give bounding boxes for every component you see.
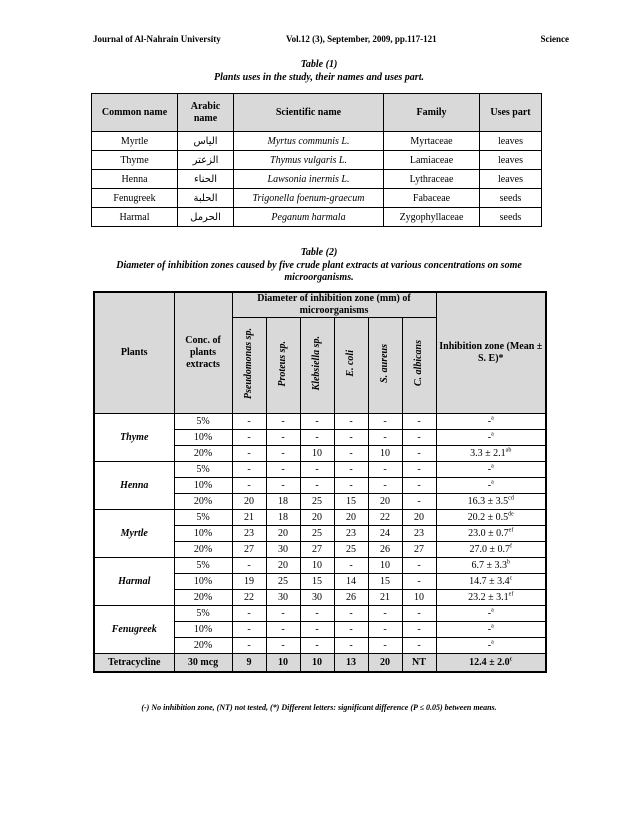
- zone-value: 30: [266, 542, 300, 558]
- zone-value: -: [402, 606, 436, 622]
- significance-letter: de: [508, 511, 514, 518]
- zone-value: -: [300, 622, 334, 638]
- zone-value: -: [232, 446, 266, 462]
- table1-cell-common: Thyme: [92, 151, 178, 170]
- zone-value: 26: [368, 542, 402, 558]
- conc-cell: 5%: [174, 462, 232, 478]
- table1-cell-scientific: Thymus vulgaris L.: [234, 151, 384, 170]
- plant-name: Myrtle: [94, 510, 174, 558]
- mean-cell: [436, 430, 546, 446]
- zone-value: 30: [266, 590, 300, 606]
- conc-cell: 10%: [174, 526, 232, 542]
- mean-cell: [436, 574, 546, 590]
- table2-caption: Diameter of inhibition zones caused by five crude plant extracts at various concentrations on some microorganisms.: [116, 260, 522, 283]
- table1-cell-arabic: الحناء: [178, 170, 234, 189]
- zone-value: 25: [300, 494, 334, 510]
- zone-value: -: [334, 414, 368, 430]
- zone-value: -: [232, 606, 266, 622]
- conc-cell: 20%: [174, 590, 232, 606]
- significance-letter: a: [491, 479, 494, 486]
- mean-cell: [436, 606, 546, 622]
- table2-label: Table (2): [300, 247, 338, 258]
- running-header: [93, 34, 569, 48]
- zone-value: -: [334, 606, 368, 622]
- zone-value: 25: [334, 542, 368, 558]
- zone-value: -: [300, 606, 334, 622]
- zone-value: 24: [368, 526, 402, 542]
- table1-header-common: Common name: [92, 94, 178, 132]
- zone-value: 10: [402, 590, 436, 606]
- zone-value: 30: [300, 590, 334, 606]
- table1-cell-scientific: Trigonella foenum-graecum: [234, 189, 384, 208]
- table1-cell-arabic: الحرمل: [178, 208, 234, 227]
- volume-info: Vol.12 (3), September, 2009, pp.117-121: [286, 34, 437, 44]
- zone-value: -: [300, 638, 334, 654]
- zone-value: 23: [334, 526, 368, 542]
- control-conc: 30 mcg: [174, 654, 232, 673]
- zone-value: -: [266, 638, 300, 654]
- table1-cell-arabic: الزعتر: [178, 151, 234, 170]
- significance-letter: ab: [505, 447, 512, 454]
- zone-value: -: [334, 622, 368, 638]
- mean-value: 23.2 ± 3.1: [468, 591, 509, 603]
- zone-value: 22: [368, 510, 402, 526]
- zone-value: 20: [266, 558, 300, 574]
- mean-value: 20.2 ± 0.5: [467, 511, 509, 523]
- mean-cell: [436, 638, 546, 654]
- table1-cell-common: Myrtle: [92, 132, 178, 151]
- organism-header: [232, 318, 266, 414]
- organism-header: [266, 318, 300, 414]
- zone-value: 20: [368, 494, 402, 510]
- conc-cell: 20%: [174, 446, 232, 462]
- table-row: [92, 151, 542, 170]
- mean-cell: [436, 542, 546, 558]
- table1-header-part: Uses part: [480, 94, 542, 132]
- mean-cell: [436, 510, 546, 526]
- table1-header-arabic: Arabic name: [178, 94, 234, 132]
- zone-value: 21: [368, 590, 402, 606]
- mean-cell: [436, 478, 546, 494]
- significance-letter: a: [491, 623, 494, 630]
- zone-value: -: [232, 638, 266, 654]
- significance-letter: ef: [508, 527, 514, 534]
- zone-value: -: [232, 462, 266, 478]
- mean-value: 3.3 ± 2.1: [470, 447, 506, 459]
- zone-value: -: [402, 574, 436, 590]
- organism-pseudomonas: Pseudomonas sp.: [243, 327, 254, 400]
- zone-value: 15: [334, 494, 368, 510]
- table1-cell-scientific: Myrtus communis L.: [234, 132, 384, 151]
- table-row: [92, 189, 542, 208]
- conc-cell: 5%: [174, 510, 232, 526]
- table1-cell-scientific: Peganum harmala: [234, 208, 384, 227]
- conc-cell: 5%: [174, 558, 232, 574]
- mean-cell: [436, 494, 546, 510]
- conc-cell: 20%: [174, 494, 232, 510]
- zone-value: -: [266, 606, 300, 622]
- significance-letter: ef: [508, 591, 514, 598]
- zone-value: 27: [402, 542, 436, 558]
- zone-value: 15: [300, 574, 334, 590]
- organism-proteus: Proteus sp.: [277, 340, 288, 387]
- zone-value: -: [334, 446, 368, 462]
- mean-cell: [436, 590, 546, 606]
- table-row: [94, 414, 546, 430]
- table1-cell-part: seeds: [480, 208, 542, 227]
- mean-value: -: [487, 607, 492, 619]
- zone-value: 20: [368, 654, 402, 673]
- zone-value: -: [368, 606, 402, 622]
- zone-value: 25: [300, 526, 334, 542]
- significance-letter: f: [510, 543, 513, 550]
- significance-letter: a: [491, 607, 494, 614]
- zone-value: -: [402, 622, 436, 638]
- table1-cell-part: leaves: [480, 132, 542, 151]
- table2-header-plants: Plants: [94, 292, 174, 414]
- table-row: [94, 510, 546, 526]
- organism-header: [334, 318, 368, 414]
- zone-value: 23: [232, 526, 266, 542]
- organism-klebsiella: Klebsiella sp.: [311, 336, 322, 391]
- table1-cell-arabic: الحلبة: [178, 189, 234, 208]
- plant-name: Henna: [94, 462, 174, 510]
- mean-value: 27.0 ± 0.7: [469, 543, 511, 555]
- table-row: [92, 170, 542, 189]
- zone-value: -: [266, 430, 300, 446]
- table1-cell-part: seeds: [480, 189, 542, 208]
- plant-name: Fenugreek: [94, 606, 174, 654]
- table1-cell-arabic: الياس: [178, 132, 234, 151]
- zone-value: -: [402, 446, 436, 462]
- zone-value: 20: [402, 510, 436, 526]
- control-name: Tetracycline: [94, 654, 174, 673]
- zone-value: 10: [266, 654, 300, 673]
- table1-cell-family: Zygophyllaceae: [384, 208, 480, 227]
- zone-value: 25: [266, 574, 300, 590]
- zone-value: -: [266, 622, 300, 638]
- zone-value: -: [300, 462, 334, 478]
- mean-value: 16.3 ± 3.5: [467, 495, 509, 507]
- zone-value: -: [368, 414, 402, 430]
- zone-value: -: [334, 462, 368, 478]
- zone-value: -: [368, 478, 402, 494]
- zone-value: -: [232, 414, 266, 430]
- table-row: [94, 462, 546, 478]
- organism-calbicans: C. albicans: [413, 340, 424, 387]
- table1-caption: Plants uses in the study, their names and uses part.: [214, 72, 424, 83]
- table2-footnote: (-) No inhibition zone, (NT) not tested, (*) Different letters: significant difference (P ≤ 0.05) between means.: [141, 703, 497, 712]
- table-row: [92, 208, 542, 227]
- table1-cell-family: Myrtaceae: [384, 132, 480, 151]
- zone-value: 10: [300, 558, 334, 574]
- organism-header: [300, 318, 334, 414]
- conc-cell: 5%: [174, 606, 232, 622]
- significance-letter: a: [491, 431, 494, 438]
- zone-value: NT: [402, 654, 436, 673]
- significance-letter: c: [509, 575, 513, 582]
- significance-letter: b: [507, 559, 511, 566]
- zone-value: 18: [266, 510, 300, 526]
- zone-value: -: [402, 414, 436, 430]
- zone-value: -: [368, 462, 402, 478]
- table1-cell-family: Fabaceae: [384, 189, 480, 208]
- zone-value: -: [232, 478, 266, 494]
- conc-cell: 10%: [174, 574, 232, 590]
- zone-value: 18: [266, 494, 300, 510]
- zone-value: 22: [232, 590, 266, 606]
- zone-value: -: [334, 430, 368, 446]
- mean-value: -: [487, 431, 492, 443]
- zone-value: -: [232, 558, 266, 574]
- mean-value: -: [487, 463, 492, 475]
- table1-header-scientific: Scientific name: [234, 94, 384, 132]
- zone-value: -: [232, 622, 266, 638]
- table2-header-group: Diameter of inhibition zone (mm) of microorganisms: [232, 292, 436, 318]
- zone-value: -: [402, 478, 436, 494]
- zone-value: 20: [232, 494, 266, 510]
- zone-value: -: [368, 430, 402, 446]
- conc-cell: 10%: [174, 430, 232, 446]
- mean-cell: [436, 622, 546, 638]
- journal-name: Journal of Al-Nahrain University: [93, 34, 221, 44]
- significance-letter: a: [491, 639, 494, 646]
- significance-letter: a: [491, 463, 494, 470]
- zone-value: -: [368, 638, 402, 654]
- conc-cell: 10%: [174, 622, 232, 638]
- zone-value: -: [266, 414, 300, 430]
- table1-cell-scientific: Lawsonia inermis L.: [234, 170, 384, 189]
- zone-value: -: [300, 478, 334, 494]
- table1-cell-part: leaves: [480, 170, 542, 189]
- zone-value: 20: [300, 510, 334, 526]
- mean-value: -: [487, 623, 492, 635]
- table1-cell-common: Fenugreek: [92, 189, 178, 208]
- zone-value: -: [334, 638, 368, 654]
- zone-value: -: [334, 558, 368, 574]
- mean-cell: [436, 558, 546, 574]
- zone-value: 13: [334, 654, 368, 673]
- zone-value: -: [266, 462, 300, 478]
- plant-name: Thyme: [94, 414, 174, 462]
- zone-value: -: [368, 622, 402, 638]
- table1-cell-common: Henna: [92, 170, 178, 189]
- mean-cell: [436, 414, 546, 430]
- significance-letter: cd: [508, 495, 514, 502]
- significance-letter: a: [491, 415, 494, 422]
- mean-cell: [436, 462, 546, 478]
- table1-cell-common: Harmal: [92, 208, 178, 227]
- zone-value: 10: [300, 446, 334, 462]
- conc-cell: 10%: [174, 478, 232, 494]
- zone-value: 20: [334, 510, 368, 526]
- table1-cell-part: leaves: [480, 151, 542, 170]
- mean-value: 14.7 ± 3.4: [469, 575, 510, 587]
- conc-cell: 5%: [174, 414, 232, 430]
- conc-cell: 20%: [174, 542, 232, 558]
- zone-value: 20: [266, 526, 300, 542]
- organism-saureus: S. aureus: [379, 344, 390, 383]
- zone-value: -: [232, 430, 266, 446]
- zone-value: 14: [334, 574, 368, 590]
- zone-value: 27: [232, 542, 266, 558]
- mean-cell: [436, 654, 546, 673]
- mean-value: 6.7 ± 3.3: [471, 559, 508, 571]
- zone-value: 27: [300, 542, 334, 558]
- zone-value: 21: [232, 510, 266, 526]
- conc-cell: 20%: [174, 638, 232, 654]
- mean-value: -: [487, 479, 492, 491]
- mean-value: 23.0 ± 0.7: [468, 527, 509, 539]
- organism-header: [368, 318, 402, 414]
- table2: [93, 291, 547, 673]
- mean-value: -: [487, 639, 492, 651]
- zone-value: 9: [232, 654, 266, 673]
- table1-header-family: Family: [384, 94, 480, 132]
- table1-label: Table (1): [300, 59, 338, 70]
- zone-value: -: [402, 494, 436, 510]
- organism-header: [402, 318, 436, 414]
- plant-name: Harmal: [94, 558, 174, 606]
- organism-ecoli: E. coli: [345, 350, 356, 377]
- zone-value: 10: [368, 446, 402, 462]
- zone-value: -: [402, 430, 436, 446]
- section-name: Science: [540, 34, 569, 44]
- zone-value: -: [334, 478, 368, 494]
- zone-value: -: [402, 638, 436, 654]
- zone-value: 10: [368, 558, 402, 574]
- zone-value: 26: [334, 590, 368, 606]
- zone-value: 15: [368, 574, 402, 590]
- table1-cell-family: Lamiaceae: [384, 151, 480, 170]
- zone-value: -: [402, 558, 436, 574]
- table-row: [94, 606, 546, 622]
- zone-value: -: [266, 478, 300, 494]
- significance-letter: c: [509, 656, 513, 663]
- mean-value: -: [487, 415, 492, 427]
- table2-header-mean: Inhibition zone (Mean ± S. E)*: [436, 292, 546, 414]
- zone-value: -: [300, 414, 334, 430]
- mean-value: 12.4 ± 2.0: [469, 656, 510, 668]
- control-row: [94, 654, 546, 673]
- zone-value: -: [300, 430, 334, 446]
- table-row: [92, 132, 542, 151]
- zone-value: 23: [402, 526, 436, 542]
- table1-cell-family: Lythraceae: [384, 170, 480, 189]
- zone-value: 19: [232, 574, 266, 590]
- table-row: [94, 558, 546, 574]
- table2-header-conc: Conc. of plants extracts: [174, 292, 232, 414]
- zone-value: 10: [300, 654, 334, 673]
- zone-value: -: [266, 446, 300, 462]
- zone-value: -: [402, 462, 436, 478]
- mean-cell: [436, 446, 546, 462]
- mean-cell: [436, 526, 546, 542]
- table1: [91, 93, 542, 227]
